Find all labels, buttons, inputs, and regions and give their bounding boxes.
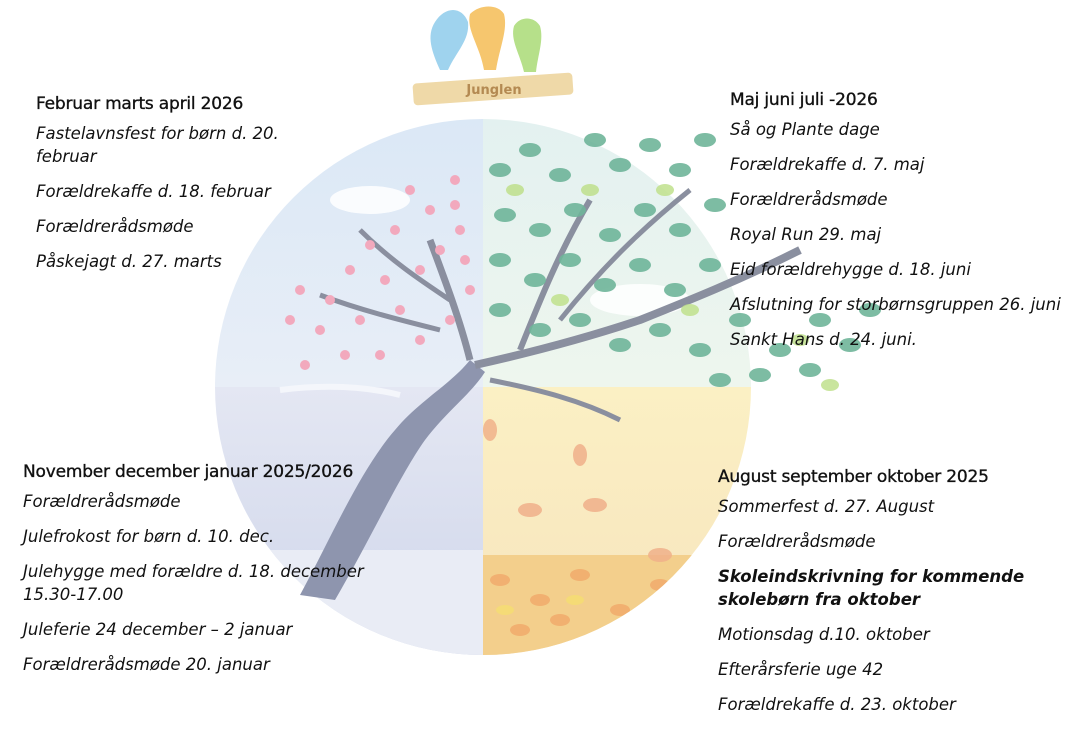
junglen-logo	[412, 7, 573, 106]
season-title: Februar marts april 2026	[36, 94, 244, 114]
event-item: Motionsdag d.10. oktober	[718, 625, 930, 644]
event-item: Forældrekaffe d. 18. februar	[36, 182, 271, 201]
logo-text: Junglen	[466, 83, 522, 98]
event-item: Afslutning for storbørnsgruppen 26. juni	[730, 295, 1061, 314]
event-item: Påskejagt d. 27. marts	[36, 252, 222, 271]
event-item: Efterårsferie uge 42	[718, 660, 884, 679]
event-item: Forældrerådsmøde	[718, 532, 876, 551]
season-block-spring	[36, 94, 306, 285]
event-item: Sankt Hans d. 24. juni.	[730, 330, 917, 349]
event-item: Sommerfest d. 27. August	[718, 497, 935, 516]
season-title: November december januar 2025/2026	[23, 462, 354, 482]
event-item: Fastelavnsfest for børn d. 20. februar	[36, 124, 279, 166]
event-item: Forældrerådsmøde	[23, 492, 181, 511]
season-block-winter	[23, 462, 373, 688]
event-item: Så og Plante dage	[730, 120, 880, 139]
season-block-summer	[730, 90, 1080, 363]
season-title: Maj juni juli -2026	[730, 90, 878, 110]
event-item: Forældrekaffe d. 23. oktober	[718, 695, 956, 714]
event-item: Julehygge med forældre d. 18. december 15.30-17.00	[23, 562, 364, 604]
season-block-autumn	[718, 467, 1088, 728]
event-item: Juleferie 24 december – 2 januar	[23, 620, 293, 639]
event-item: Forældrerådsmøde 20. januar	[23, 655, 270, 674]
event-item: Forældrerådsmøde	[730, 190, 888, 209]
event-item: Royal Run 29. maj	[730, 225, 882, 244]
season-title: August september oktober 2025	[718, 467, 989, 487]
event-item: Julefrokost for børn d. 10. dec.	[23, 527, 275, 546]
event-item: Forældrekaffe d. 7. maj	[730, 155, 925, 174]
event-item-highlight: Skoleindskrivning for kommende skolebørn fra oktober	[718, 567, 1025, 609]
event-item: Eid forældrehygge d. 18. juni	[730, 260, 971, 279]
event-item: Forældrerådsmøde	[36, 217, 194, 236]
